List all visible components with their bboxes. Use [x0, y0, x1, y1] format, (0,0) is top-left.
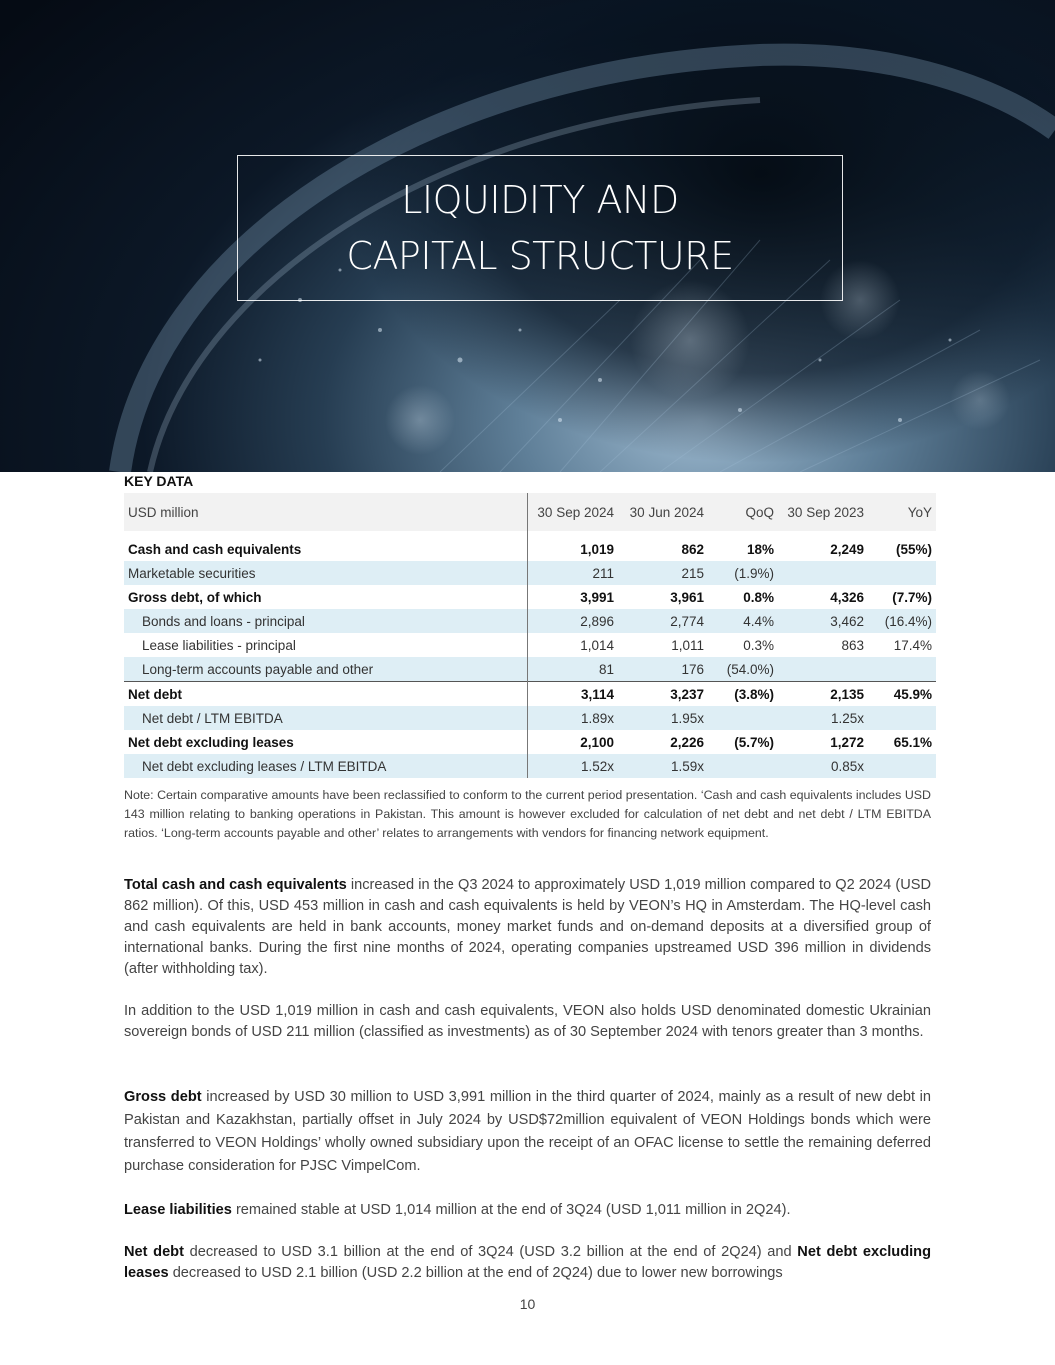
paragraph-gross-debt — [124, 1086, 931, 1178]
row-label: Net debt excluding leases — [128, 734, 294, 750]
row-label: Cash and cash equivalents — [128, 541, 302, 557]
row-label: Lease liabilities - principal — [142, 637, 296, 653]
cell: 4.4% — [708, 609, 778, 633]
cell: 1,014 — [527, 633, 618, 657]
key-data-table — [124, 493, 936, 778]
cell: 2,226 — [670, 734, 704, 750]
table-note: Note: Certain comparative amounts have been reclassified to conform to the current period presentation. ‘Cash and cash equivalents includes USD 143 million relating to banking operations in Pakistan. This amount is however excluded for calculation of net debt and net debt / LTM EBITDA ratios. ‘Long-term accounts payable and other’ relates to arrangements with vendors for financing network equipment. — [124, 788, 931, 840]
row-label: Net debt / LTM EBITDA — [124, 706, 527, 730]
table-row — [124, 585, 936, 609]
paragraph-lease — [124, 1200, 931, 1221]
cell: 2,135 — [778, 682, 868, 707]
cell: (55%) — [895, 541, 932, 557]
paragraph-lease-heading: Lease liabilities — [124, 1202, 232, 1218]
cell — [868, 754, 936, 778]
cell: 65.1% — [893, 734, 932, 750]
cell: 176 — [618, 657, 708, 682]
paragraph-net-debt — [124, 1242, 931, 1284]
row-label: Long-term accounts payable and other — [124, 657, 527, 682]
cell: 18% — [746, 541, 774, 557]
header-usd-million: USD million — [124, 493, 527, 531]
paragraph-cash-text: increased in the Q3 2024 to approximately USD 1,019 million compared to Q2 2024 (USD 862 million). Of this, USD 453 million in cash and cash equivalents is held by VEON’s HQ in Amsterdam. The HQ-level cash and cash equivalents are held in bank accounts, money market funds and on-demand deposits at a diversified group of international banks. During the first nine months of 2024, operating companies upstreamed USD 396 million in dividends (after withholding tax). — [124, 877, 932, 977]
paragraph-net-debt-text-1: decreased to USD 3.1 billion at the end of 3Q24 (USD 3.2 billion at the end of 2Q24) and — [183, 1244, 798, 1260]
cell: 0.3% — [743, 637, 774, 653]
cell: 2,896 — [527, 609, 618, 633]
cell: 3,237 — [618, 682, 708, 707]
header-qoq: QoQ — [708, 493, 778, 531]
cell: (16.4%) — [868, 609, 936, 633]
section-title-box — [237, 155, 843, 301]
cell — [868, 657, 936, 682]
cell: 1,272 — [830, 734, 864, 750]
paragraph-net-debt-ex-leases-heading: Net debt excluding leases — [124, 1244, 932, 1281]
table-header-row — [124, 493, 936, 531]
cell — [868, 706, 936, 730]
header-yoy: YoY — [868, 493, 936, 531]
table-row — [124, 633, 936, 657]
cell: 1.52x — [527, 754, 618, 778]
cell: (3.8%) — [708, 682, 778, 707]
section-title-line-2: CAPITAL STRUCTURE — [346, 234, 734, 278]
cell — [778, 657, 868, 682]
table-row — [124, 537, 936, 561]
row-label: Bonds and loans - principal — [124, 609, 527, 633]
cell: 215 — [618, 561, 708, 585]
paragraph-lease-text: remained stable at USD 1,014 million at the end of 3Q24 (USD 1,011 million in 2Q24). — [231, 1202, 791, 1218]
paragraph-cash-heading: Total cash and cash equivalents — [124, 877, 347, 893]
cell: (1.9%) — [708, 561, 778, 585]
table-row — [124, 609, 936, 633]
cell: 3,961 — [670, 589, 704, 605]
cell: 2,249 — [830, 541, 864, 557]
table-row — [124, 706, 936, 730]
page-number: 10 — [519, 1296, 536, 1312]
table-row — [124, 754, 936, 778]
cell: 1.95x — [618, 706, 708, 730]
header-30-sep-2023: 30 Sep 2023 — [778, 493, 868, 531]
paragraph-gross-debt-text: increased by USD 30 million to USD 3,991 million in the third quarter of 2024, mainly as a result of new debt in Pakistan and Kazakhstan, partially offset in July 2024 by USD$72million equivalent of VEON Holdings bonds which were transferred to VEON Holdings’ wholly owned subsidiary upon the receipt of an OFAC license to settle the remaining deferred purchase consideration for PJSC VimpelCom. — [124, 1089, 931, 1174]
cell: 4,326 — [830, 589, 864, 605]
cell: 2,774 — [618, 609, 708, 633]
header-30-sep-2024: 30 Sep 2024 — [527, 493, 618, 531]
row-label: Gross debt, of which — [128, 589, 262, 605]
cell: 862 — [681, 541, 704, 557]
cell: 0.85x — [778, 754, 868, 778]
cell: 3,991 — [527, 585, 618, 609]
cell: 2,100 — [527, 730, 618, 754]
table-row — [124, 561, 936, 585]
cell: 1,019 — [527, 537, 618, 561]
paragraph-net-debt-heading: Net debt — [124, 1244, 184, 1260]
paragraph-gross-debt-heading: Gross debt — [124, 1089, 202, 1105]
cell: 1,011 — [671, 637, 704, 653]
cell — [868, 561, 936, 585]
cell: 1.89x — [527, 706, 618, 730]
row-label: Net debt excluding leases / LTM EBITDA — [124, 754, 527, 778]
key-data-heading: KEY DATA — [124, 473, 194, 489]
paragraph-net-debt-text-2: decreased to USD 2.1 billion (USD 2.2 billion at the end of 2Q24) due to lower new borrowings — [168, 1265, 783, 1281]
cell: 3,462 — [778, 609, 868, 633]
cell: 211 — [527, 561, 618, 585]
hero-banner — [0, 0, 1055, 472]
cell — [778, 561, 868, 585]
cell: (7.7%) — [892, 589, 932, 605]
table-row — [124, 730, 936, 754]
header-30-jun-2024: 30 Jun 2024 — [618, 493, 708, 531]
row-label: Marketable securities — [124, 561, 527, 585]
cell: 81 — [527, 657, 618, 682]
table-row — [124, 682, 936, 707]
paragraph-cash — [124, 875, 931, 980]
cell — [708, 754, 778, 778]
cell: 1.59x — [618, 754, 708, 778]
cell: 45.9% — [868, 682, 936, 707]
row-label: Net debt — [124, 682, 527, 707]
cell: (54.0%) — [708, 657, 778, 682]
cell — [708, 706, 778, 730]
cell: (5.7%) — [734, 734, 774, 750]
table-row — [124, 657, 936, 682]
cell: 1.25x — [778, 706, 868, 730]
cell: 17.4% — [893, 637, 932, 653]
section-title-line-1: LIQUIDITY AND — [401, 178, 679, 222]
cell: 3,114 — [527, 682, 618, 707]
cell: 863 — [841, 637, 864, 653]
paragraph-bonds: In addition to the USD 1,019 million in cash and cash equivalents, VEON also holds USD denominated domestic Ukrainian sovereign bonds of USD 211 million (classified as investments) as of 30 September 2024 with tenors greater than 3 months. — [124, 1003, 931, 1040]
cell: 0.8% — [743, 589, 774, 605]
